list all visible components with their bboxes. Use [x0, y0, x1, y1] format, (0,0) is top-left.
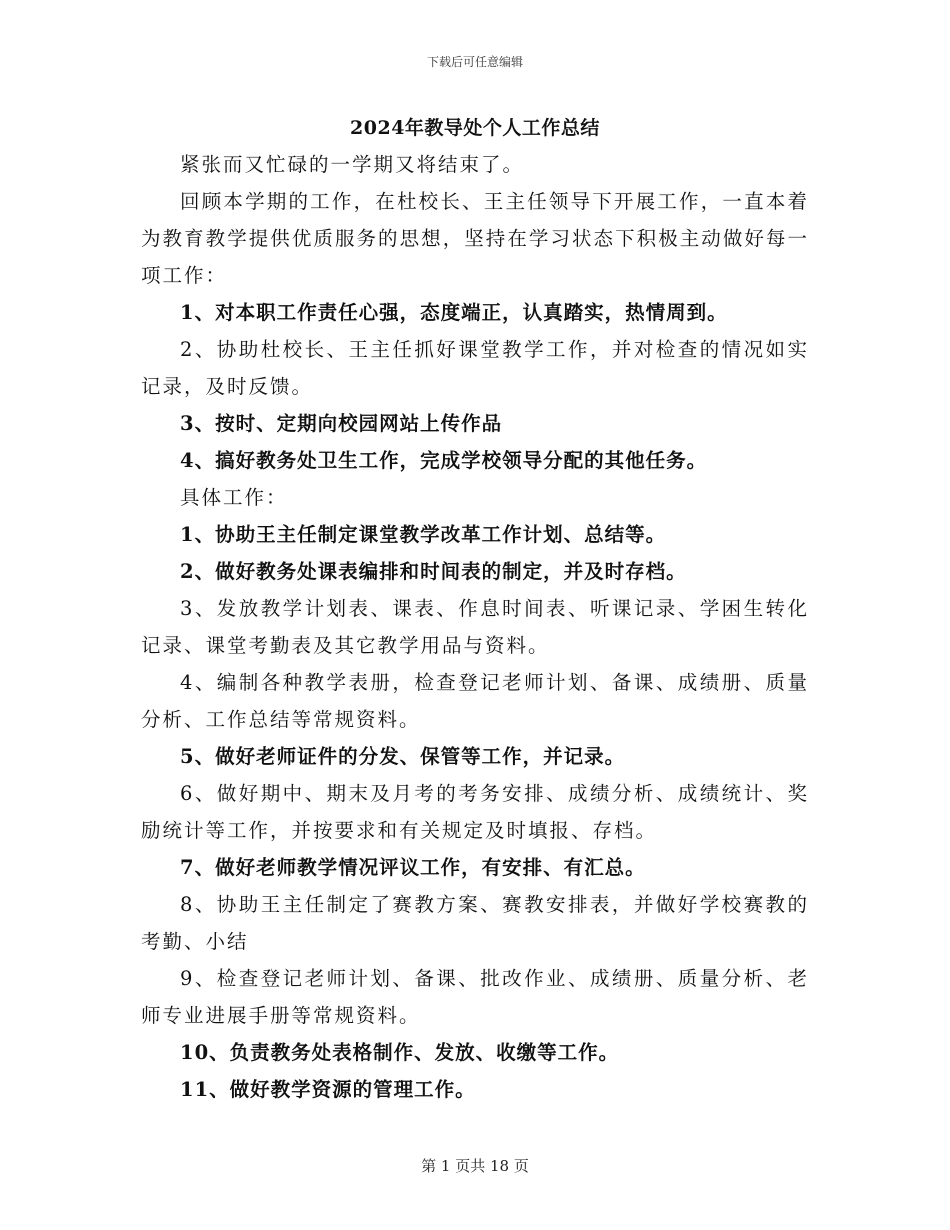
paragraph: 2、协助杜校长、王主任抓好课堂教学工作，并对检查的情况如实记录，及时反馈。	[141, 338, 809, 398]
paragraph: 3、按时、定期向校园网站上传作品	[180, 412, 503, 435]
paragraph: 1、对本职工作责任心强，态度端正，认真踏实，热情周到。	[180, 301, 728, 324]
paragraph: 5、做好老师证件的分发、保管等工作，并记录。	[180, 745, 626, 768]
paragraph: 回顾本学期的工作，在杜校长、王主任领导下开展工作，一直本着为教育教学提供优质服务的思想，坚持在学习状态下积极主动做好每一项工作：	[141, 190, 809, 287]
page-footer: 第 1 页共 18 页	[421, 1157, 529, 1175]
paragraph: 7、做好老师教学情况评议工作，有安排、有汇总。	[180, 856, 646, 879]
document-title: 2024年教导处个人工作总结	[350, 117, 600, 139]
paragraph: 8、协助王主任制定了赛教方案、赛教安排表，并做好学校赛教的考勤、小结	[141, 893, 809, 953]
paragraph: 紧张而又忙碌的一学期又将结束了。	[180, 153, 525, 176]
paragraph: 9、检查登记老师计划、备课、批改作业、成绩册、质量分析、老师专业进展手册等常规资料。	[141, 967, 809, 1027]
paragraph: 3、发放教学计划表、课表、作息时间表、听课记录、学困生转化记录、课堂考勤表及其它教学用品与资料。	[141, 597, 809, 657]
document-body	[141, 146, 809, 1108]
paragraph: 10、负责教务处表格制作、发放、收缴等工作。	[180, 1041, 620, 1064]
paragraph: 11、做好教学资源的管理工作。	[180, 1078, 476, 1101]
paragraph: 1、协助王主任制定课堂教学改革工作计划、总结等。	[180, 523, 667, 546]
paragraph: 4、编制各种教学表册，检查登记老师计划、备课、成绩册、质量分析、工作总结等常规资料。	[141, 671, 809, 731]
header-note: 下载后可任意编辑	[426, 55, 523, 69]
paragraph: 6、做好期中、期末及月考的考务安排、成绩分析、成绩统计、奖励统计等工作，并按要求和有关规定及时填报、存档。	[141, 782, 809, 842]
paragraph: 2、做好教务处课表编排和时间表的制定，并及时存档。	[180, 560, 687, 583]
paragraph: 具体工作：	[180, 486, 288, 509]
paragraph: 4、搞好教务处卫生工作，完成学校领导分配的其他任务。	[180, 449, 708, 472]
